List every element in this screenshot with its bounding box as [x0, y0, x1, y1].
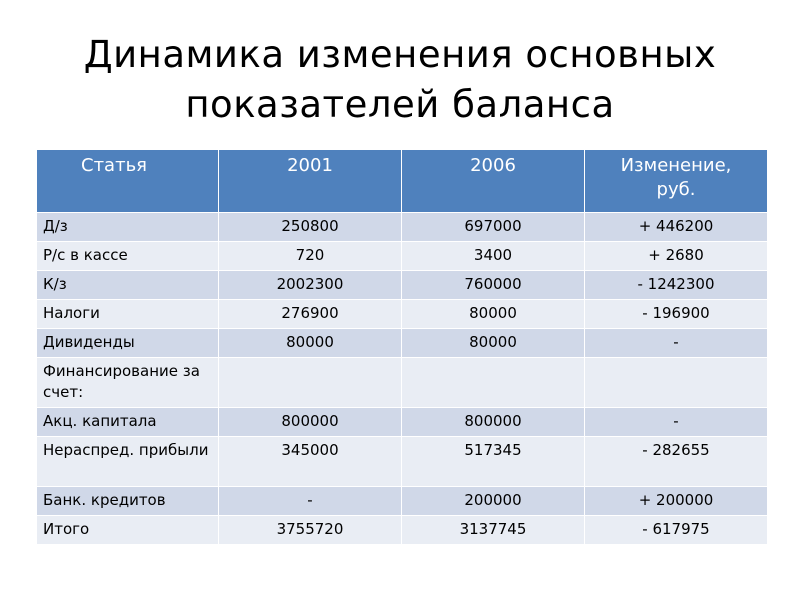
slide-title	[0, 30, 800, 130]
table-row	[37, 271, 768, 300]
table-row	[37, 329, 768, 358]
value-2006: 517345	[402, 437, 585, 487]
value-change: -	[585, 329, 768, 358]
value-change: + 2680	[585, 242, 768, 271]
row-label: Налоги	[37, 300, 219, 329]
title-line-1: Динамика изменения основных	[83, 33, 717, 76]
value-2001: 80000	[219, 329, 402, 358]
value-2006: 3400	[402, 242, 585, 271]
table-header-row	[37, 150, 768, 213]
row-label: Финансирование за счет:	[37, 358, 219, 408]
value-change	[585, 358, 768, 408]
value-2006: 3137745	[402, 516, 585, 545]
value-change: - 196900	[585, 300, 768, 329]
value-2006: 800000	[402, 408, 585, 437]
value-2001	[219, 358, 402, 408]
value-change: - 1242300	[585, 271, 768, 300]
value-2001: 800000	[219, 408, 402, 437]
value-2001: 345000	[219, 437, 402, 487]
row-label: Итого	[37, 516, 219, 545]
value-2006	[402, 358, 585, 408]
header-cell-change: Изменение, руб.	[585, 150, 768, 213]
value-change: - 617975	[585, 516, 768, 545]
row-label: Дивиденды	[37, 329, 219, 358]
value-change: - 282655	[585, 437, 768, 487]
balance-table	[36, 149, 768, 545]
header-cell-2006: 2006	[402, 150, 585, 213]
row-label: К/з	[37, 271, 219, 300]
table-row	[37, 487, 768, 516]
table-row	[37, 213, 768, 242]
table-row	[37, 300, 768, 329]
header-cell-2001: 2001	[219, 150, 402, 213]
table-row-total	[37, 516, 768, 545]
header-cell-item: Статья	[37, 150, 219, 213]
table-row	[37, 437, 768, 487]
title-line-2: показателей баланса	[185, 83, 615, 126]
value-2006: 200000	[402, 487, 585, 516]
value-2006: 80000	[402, 300, 585, 329]
value-2001: 276900	[219, 300, 402, 329]
value-2001: 2002300	[219, 271, 402, 300]
value-2001: 250800	[219, 213, 402, 242]
row-label: Р/с в кассе	[37, 242, 219, 271]
value-2001: 3755720	[219, 516, 402, 545]
value-change: + 200000	[585, 487, 768, 516]
value-2006: 80000	[402, 329, 585, 358]
value-2001: -	[219, 487, 402, 516]
table-row	[37, 408, 768, 437]
row-label: Нераспред. прибыли	[37, 437, 219, 487]
value-change: + 446200	[585, 213, 768, 242]
row-label: Банк. кредитов	[37, 487, 219, 516]
value-2006: 697000	[402, 213, 585, 242]
table-row	[37, 242, 768, 271]
value-change: -	[585, 408, 768, 437]
value-2001: 720	[219, 242, 402, 271]
table-row	[37, 358, 768, 408]
value-2006: 760000	[402, 271, 585, 300]
row-label: Акц. капитала	[37, 408, 219, 437]
row-label: Д/з	[37, 213, 219, 242]
